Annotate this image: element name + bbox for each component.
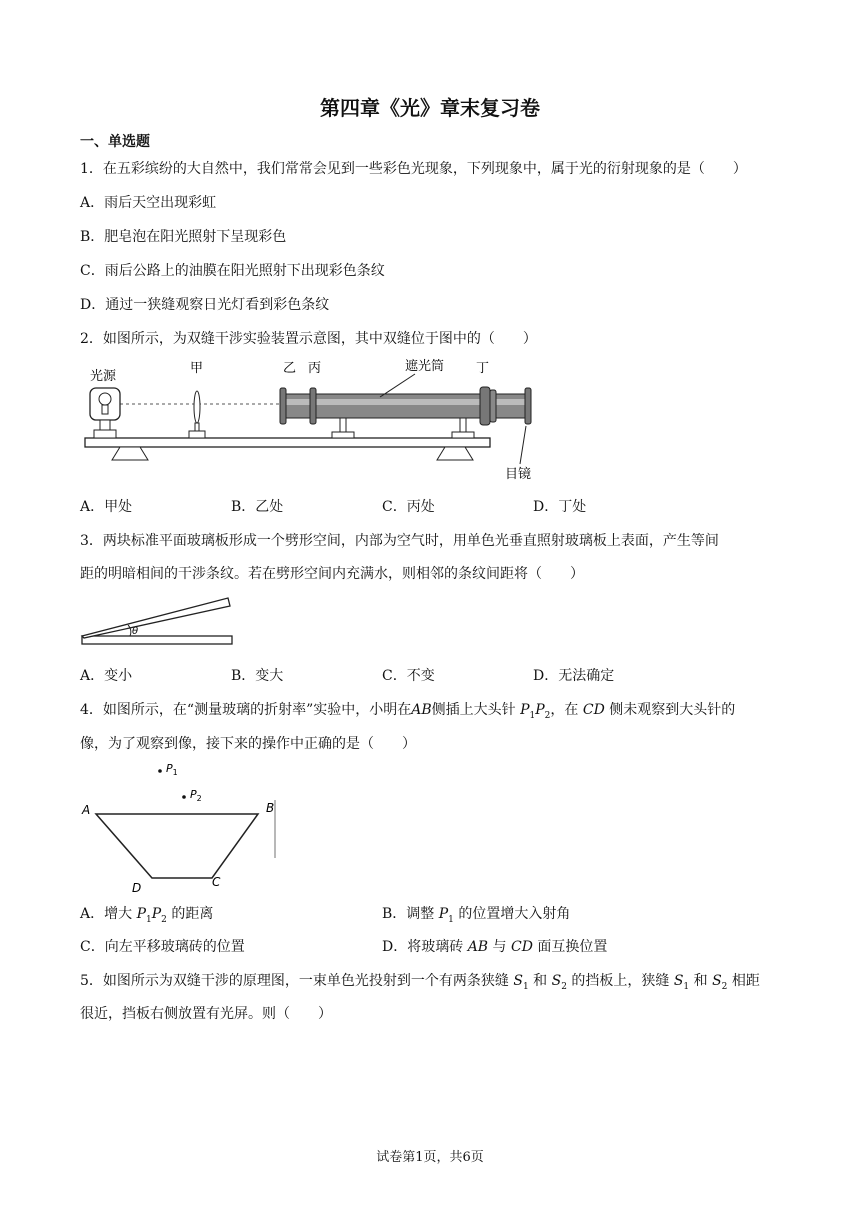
label-d: D (132, 881, 142, 894)
label-b: B (266, 801, 275, 815)
angle-label: θ (132, 626, 139, 637)
base-rail (85, 438, 490, 447)
trapezoid (96, 814, 258, 878)
label-a: A (82, 803, 91, 817)
pin-p2 (182, 795, 186, 799)
q2-option-a: A．甲处 (80, 499, 133, 515)
q1-option-a: A．雨后天空出现彩虹 (80, 195, 217, 211)
label-yi: 乙 (283, 361, 297, 376)
q2-option-b: B．乙处 (231, 499, 284, 515)
top-plate (82, 598, 230, 638)
q4-option-b: B．调整 $P_1$ 的位置增大入射角 (382, 906, 571, 925)
glass-trapezoid-figure (78, 758, 288, 894)
q3-option-a: A．变小 (80, 668, 133, 684)
q3-option-d: D．无法确定 (533, 668, 615, 684)
lens-jia (194, 391, 200, 423)
q5-stem-line2: 很近，挡板右侧放置有光屏。则（ ） (80, 1006, 332, 1022)
label-light-source: 光源 (90, 369, 117, 384)
q4-option-a: A．增大 $P_1P_2$ 的距离 (80, 906, 214, 925)
label-ding: 丁 (476, 361, 490, 376)
q3-option-c: C．不变 (382, 668, 435, 684)
foot-right (437, 447, 473, 460)
label-tube: 遮光筒 (405, 359, 445, 374)
q4-option-d: D．将玻璃砖 AB 与 CD 面互换位置 (382, 939, 608, 955)
q3-stem-line2: 距的明暗相间的干涉条纹。若在劈形空间内充满水，则相邻的条纹间距将（ ） (80, 566, 584, 582)
q3-stem-line1: 3．两块标准平面玻璃板形成一个劈形空间，内部为空气时，用单色光垂直照射玻璃板上表面，产生等间 (80, 533, 719, 549)
slit-yi (280, 388, 286, 424)
q2-option-d: D．丁处 (533, 499, 587, 515)
q1-option-c: C．雨后公路上的油膜在阳光照射下出现彩色条纹 (80, 263, 385, 279)
bottom-plate (82, 636, 232, 644)
label-jia: 甲 (190, 361, 204, 376)
wedge-glass-figure (80, 596, 236, 650)
page-footer: 试卷第1页，共6页 (376, 1150, 484, 1165)
label-c: C (212, 875, 221, 889)
q1-stem: 1．在五彩缤纷的大自然中，我们常常会见到一些彩色光现象，下列现象中，属于光的衍射现象的是（ ） (80, 161, 747, 177)
q1-option-d: D．通过一狭缝观察日光灯看到彩色条纹 (80, 297, 330, 313)
pin-p1 (158, 769, 162, 773)
q4-option-c: C．向左平移玻璃砖的位置 (80, 939, 245, 955)
component-ding (480, 387, 490, 425)
q5-stem-line1: 5．如图所示为双缝干涉的原理图，一束单色光投射到一个有两条狭缝 $S_1$ 和 $S_2$ 的挡板上，狭缝 $S_1$ 和 $S_2$ 相距 (80, 973, 760, 992)
q2-option-c: C．丙处 (382, 499, 435, 515)
q4-stem-line1: 4．如图所示，在“测量玻璃的折射率”实验中，小明在AB侧插上大头针 $P_1P_2$，在 CD 侧未观察到大头针的 (80, 702, 736, 721)
double-slit-apparatus-figure (80, 352, 540, 486)
slit-bing (310, 388, 316, 424)
q1-option-b: B．肥皂泡在阳光照射下呈现彩色 (80, 229, 287, 245)
q3-option-b: B．变大 (231, 668, 284, 684)
bulb (99, 393, 111, 405)
section-heading: 一、单选题 (80, 134, 150, 150)
label-p2: $P_2$ (190, 788, 202, 803)
q2-stem: 2．如图所示，为双缝干涉实验装置示意图，其中双缝位于图中的（ ） (80, 331, 537, 347)
label-bing: 丙 (308, 361, 322, 376)
label-p1: $P_1$ (166, 762, 178, 777)
foot-left (112, 447, 148, 460)
eyepiece (525, 388, 531, 424)
q4-stem-line2: 像，为了观察到像，接下来的操作中正确的是（ ） (80, 736, 416, 752)
label-eyepiece: 目镜 (505, 467, 532, 482)
page-title: 第四章《光》章末复习卷 (320, 96, 540, 120)
